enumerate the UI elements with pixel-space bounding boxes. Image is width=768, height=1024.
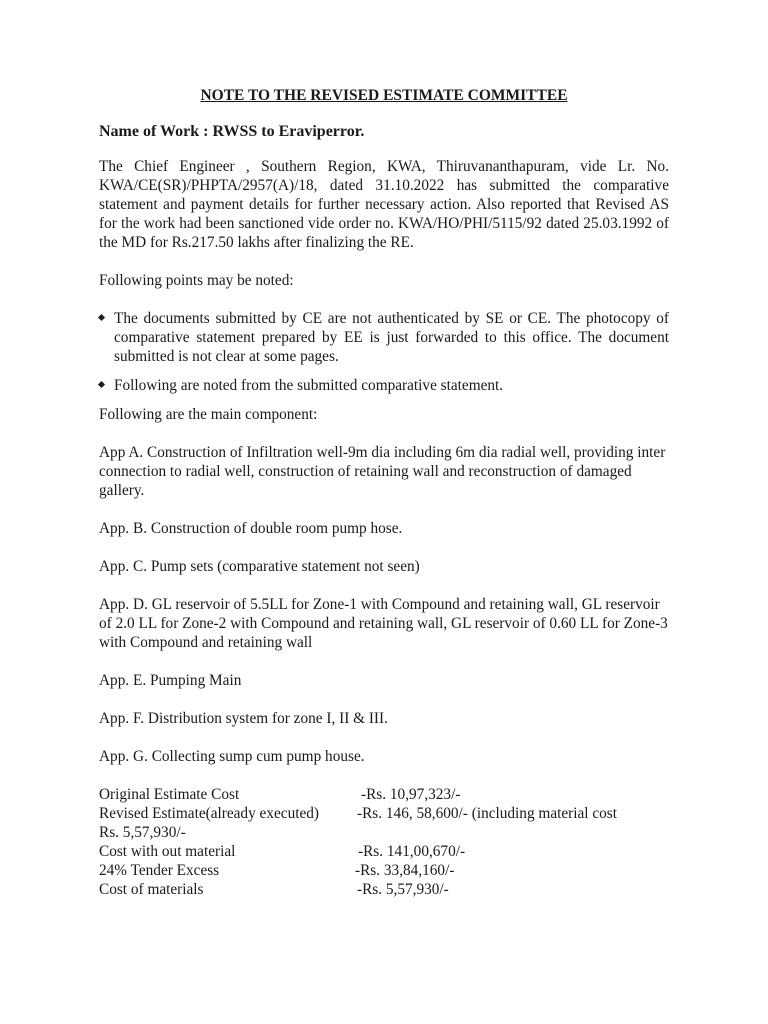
cost-value: -Rs. 146, 58,600/- (including material cost: [357, 805, 618, 822]
cost-table: [99, 785, 669, 899]
appendix-d: App. D. GL reservoir of 5.5LL for Zone-1 with Compound and retaining wall, GL reservoir of 2.0 LL for Zone-2 with Compound and retaining wall, GL reservoir of 0.60 LL for Zone-3 with Compound and retaining wall: [99, 596, 668, 651]
list-item: [99, 376, 669, 395]
cost-label: 24% Tender Excess: [99, 862, 220, 879]
points-heading: Following points may be noted:: [99, 272, 294, 289]
appendix-g: App. G. Collecting sump cum pump house.: [99, 748, 365, 765]
cost-label: Revised Estimate(already executed): [99, 805, 320, 822]
points-list: [99, 309, 669, 395]
list-item: [99, 309, 669, 366]
diamond-bullet-icon: [98, 381, 105, 388]
cost-label: Original Estimate Cost: [99, 786, 240, 803]
appendix-a: App A. Construction of Infiltration well-9m dia including 6m dia radial well, providing inter connection to radial well, construction of retaining wall and reconstruction of damaged gallery.: [99, 444, 666, 499]
work-label: Name of Work :: [99, 123, 209, 140]
cost-label: Cost with out material: [99, 843, 236, 860]
appendix-c: App. C. Pump sets (comparative statement not seen): [99, 558, 420, 575]
diamond-bullet-icon: [98, 314, 105, 321]
bullet-text: Following are noted from the submitted comparative statement.: [114, 377, 504, 394]
cost-row: [99, 861, 669, 880]
cost-label: Cost of materials: [99, 881, 204, 898]
intro-paragraph: The Chief Engineer , Southern Region, KWA, Thiruvananthapuram, vide Lr. No. KWA/CE(SR)/PHPTA/2957(A)/18, dated 31.10.2022 has submitted the comparative statement and payment details for further necessary action. Also reported that Revised AS for the work had been sanctioned vide order no. KWA/HO/PHI/5115/92 dated 25.03.1992 of the MD for Rs.217.50 lakhs after finalizing the RE.: [99, 158, 669, 251]
work-value: RWSS to Eraviperror.: [212, 123, 365, 140]
cost-row: [99, 804, 669, 823]
cost-value: -Rs. 5,57,930/-: [357, 881, 449, 898]
name-of-work: [99, 122, 669, 141]
cost-value: -Rs. 141,00,670/-: [358, 843, 466, 860]
appendix-b: App. B. Construction of double room pump hose.: [99, 520, 403, 537]
bullet-text: The documents submitted by CE are not authenticated by SE or CE. The photocopy of comparative statement prepared by EE is just forwarded to this office. The document submitted is not clear at some pages.: [114, 310, 669, 365]
appendix-f: App. F. Distribution system for zone I, II & III.: [99, 710, 388, 727]
cost-value: -Rs. 33,84,160/-: [355, 862, 455, 879]
cost-continuation: Rs. 5,57,930/-: [99, 824, 186, 841]
cost-row: [99, 880, 669, 899]
document-page: [99, 86, 669, 899]
cost-value: -Rs. 10,97,323/-: [361, 786, 461, 803]
cost-row: [99, 842, 669, 861]
cost-row: [99, 785, 669, 804]
document-title: NOTE TO THE REVISED ESTIMATE COMMITTEE: [200, 87, 568, 104]
main-component-heading: Following are the main component:: [99, 406, 318, 423]
appendix-e: App. E. Pumping Main: [99, 672, 242, 689]
